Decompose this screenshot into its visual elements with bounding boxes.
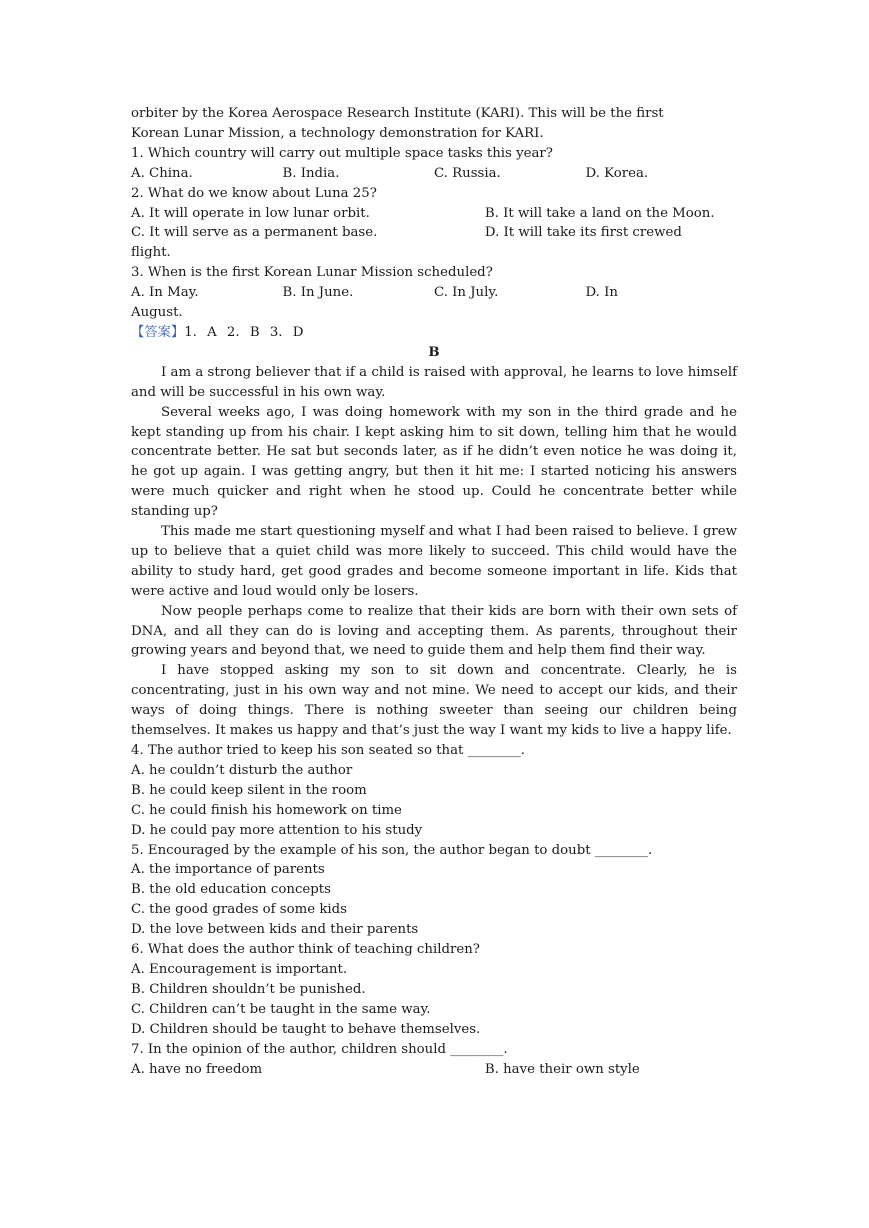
option-d: D. he could pay more attention to his study [131,822,423,838]
document-page [131,104,737,1079]
question-stem: 3. When is the first Korean Lunar Mission scheduled? [131,265,493,281]
option-d: D. It will take its first crewed [484,225,682,241]
option-b: B. he could keep silent in the room [131,782,367,798]
question-stem: 2. What do we know about Luna 25? [131,185,377,201]
option-a: A. the importance of parents [131,862,325,878]
question-stem: 4. The author tried to keep his son seated so that ________. [131,743,526,758]
option-b: B. It will take a land on the Moon. [484,205,715,221]
question-stem: 5. Encouraged by the example of his son, the author began to doubt ________. [131,842,653,858]
option-d: D. In [585,285,618,301]
option-c: C. It will serve as a permanent base. [131,225,378,241]
section-title: B [428,344,440,360]
option-d: D. Korea. [585,165,649,181]
option-a: A. China. [131,165,193,181]
option-continuation: August. [131,305,183,321]
option-row [131,204,737,224]
option-row [131,164,737,184]
answer-values: 1. A 2. B 3. D [184,324,304,340]
option-continuation: flight. [131,245,171,261]
option-a: A. It will operate in low lunar orbit. [131,205,370,221]
passage-paragraph: I have stopped asking my son to sit down and concentrate. Clearly, he is concentrating, just in his own way and not mine. We need to accept our kids, and their ways of doing things. There is nothing sweeter than seeing our children being themselves. It makes us happy and that’s just the way I want my kids to live a happy life. [131,663,737,739]
option-b: B. India. [282,165,340,181]
option-b: B. the old education concepts [131,882,331,898]
option-a: A. In May. [131,285,199,301]
option-d: D. the love between kids and their parents [131,922,419,938]
passage-paragraph: This made me start questioning myself and what I had been raised to believe. I grew up to believe that a quiet child was more likely to succeed. This child would have the ability to study hard, get good grades and become someone important in life. Kids that were active and loud would only be losers. [131,524,737,599]
option-a: A. he couldn’t disturb the author [131,762,353,778]
option-b: B. have their own style [484,1061,640,1077]
passage-paragraph: Several weeks ago, I was doing homework with my son in the third grade and he kept standing up from his chair. I kept asking him to sit down, telling him that he would concentrate better. He sat but seconds later, as if he didn’t even notice he was doing it, he got up again. I was getting angry, but then it hit me: I started noticing his answers were much quicker and right when he stood up. Could he concentrate better while standing up? [131,404,737,520]
question-stem: 7. In the opinion of the author, children should ________. [131,1041,508,1057]
option-c: C. Russia. [434,165,501,181]
option-c: C. Children can’t be taught in the same way. [131,1001,431,1017]
option-a: A. Encouragement is important. [131,961,348,977]
intro-line: Korean Lunar Mission, a technology demonstration for KARI. [131,125,544,141]
option-d: D. Children should be taught to behave themselves. [131,1021,481,1037]
option-b: B. In June. [282,285,354,301]
option-c: C. he could finish his homework on time [131,802,402,818]
option-a: A. have no freedom [131,1061,263,1077]
passage-paragraph: Now people perhaps come to realize that their kids are born with their own sets of DNA, and all they can do is loving and accepting them. As parents, throughout their growing years and beyond that, we need to guide them and help them find their way. [131,603,737,659]
option-row [131,1060,737,1080]
intro-line: orbiter by the Korea Aerospace Research Institute (KARI). This will be the first [131,106,664,121]
option-row [131,223,737,243]
question-stem: 1. Which country will carry out multiple space tasks this year? [131,145,553,161]
answer-key [131,323,737,343]
option-b: B. Children shouldn’t be punished. [131,981,366,997]
option-c: C. the good grades of some kids [131,902,347,918]
question-stem: 6. What does the author think of teaching children? [131,942,480,958]
option-row [131,283,737,303]
passage-paragraph: I am a strong believer that if a child is raised with approval, he learns to love himself and will be successful in his own way. [131,364,737,400]
option-c: C. In July. [434,285,499,301]
answer-tag: 【答案】 [131,324,185,340]
